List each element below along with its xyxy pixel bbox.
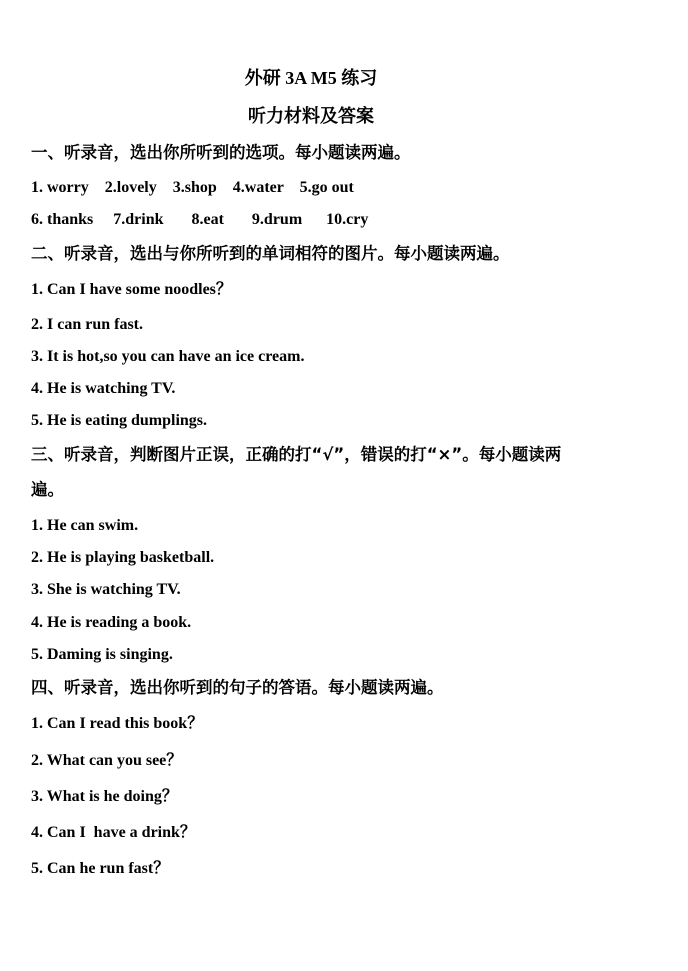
section-3-heading: 三、听录音，判断图片正误，正确的打“√”，错误的打“×”。每小题读两遍。: [31, 445, 562, 499]
section-3-item-2: 2. He is playing basketball.: [31, 549, 215, 566]
section-2-item-2: 2. I can run fast.: [31, 316, 144, 333]
document-subtitle: 听力材料及答案: [248, 106, 374, 126]
section-3-item-5: 5. Daming is singing.: [31, 646, 173, 663]
section-3-item-4: 4. He is reading a book.: [31, 614, 192, 631]
section-2-heading: 二、听录音，选出与你所听到的单词相符的图片。每小题读两遍。: [31, 244, 510, 263]
section-4-item-1: 1. Can I read this book？: [31, 715, 204, 732]
section-4-item-3: 3. What is he doing？: [31, 788, 178, 805]
section-4-item-4: 4. Can I have a drink？: [31, 824, 196, 841]
section-4-heading: 四、听录音，选出你听到的句子的答语。每小题读两遍。: [31, 678, 444, 697]
section-1-line-1: 1. worry 2.lovely 3.shop 4.water 5.go out: [31, 179, 354, 196]
section-3-item-1: 1. He can swim.: [31, 517, 139, 534]
document-title: 外研 3A M5 练习: [244, 68, 378, 88]
section-2-item-4: 4. He is watching TV.: [31, 380, 176, 397]
section-1-heading: 一、听录音，选出你所听到的选项。每小题读两遍。: [31, 143, 411, 162]
section-2-item-5: 5. He is eating dumplings.: [31, 412, 208, 429]
section-2-item-3: 3. It is hot,so you can have an ice cream.: [31, 348, 305, 365]
section-4-item-2: 2. What can you see？: [31, 752, 183, 769]
section-1-line-2: 6. thanks 7.drink 8.eat 9.drum 10.cry: [31, 211, 369, 228]
section-4-item-5: 5. Can he run fast？: [31, 860, 170, 877]
section-3-item-3: 3. She is watching TV.: [31, 581, 181, 598]
section-2-item-1: 1. Can I have some noodles？: [31, 281, 232, 298]
